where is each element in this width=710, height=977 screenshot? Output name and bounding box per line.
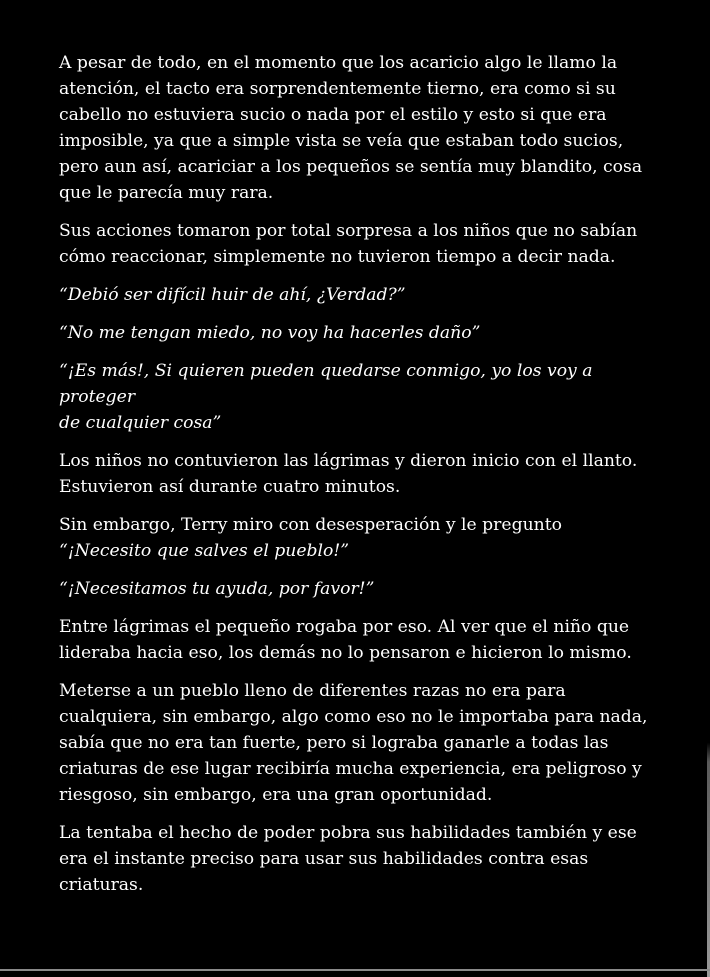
document-body <box>59 50 659 910</box>
paragraph-4-dialogue: “¡Necesito que salves el pueblo!” <box>59 541 350 561</box>
paragraph-5: Entre lágrimas el pequeño rogaba por eso. Al ver que el niño que lideraba hacia eso, los demás no lo pensaron e hicieron lo mismo. <box>59 617 632 663</box>
paragraph-2: Sus acciones tomaron por total sorpresa a los niños que no sabían cómo reaccionar, simplemente no tuvieron tiempo a decir nada. <box>59 221 638 267</box>
paragraph-6: Meterse a un pueblo lleno de diferentes razas no era para cualquiera, sin embargo, algo como eso no le importaba para nada, sabía que no era tan fuerte, pero si lograba ganarle a todas las criaturas de ese lugar recibiría mucha experiencia, era peligroso y riesgoso, sin embargo, era una gran oportunidad. <box>59 681 648 805</box>
page-bottom-border <box>0 969 710 971</box>
paragraph-1: A pesar de todo, en el momento que los acaricio algo le llamo la atención, el tacto era sorprendentemente tierno, era como si su cabello no estuviera sucio o nada por el estilo y esto si que era imposible, ya que a simple vista se veía que estaban todo sucios, pero aun así, acariciar a los pequeños se sentía muy blandito, cosa que le parecía muy rara. <box>59 53 643 203</box>
paragraph-7: La tentaba el hecho de poder pobra sus habilidades también y ese era el instante preciso para usar sus habilidades contra esas criaturas. <box>59 823 637 895</box>
dialogue-1: “Debió ser difícil huir de ahí, ¿Verdad?” <box>59 285 406 305</box>
paragraph-3: Los niños no contuvieron las lágrimas y dieron inicio con el llanto. Estuvieron así durante cuatro minutos. <box>59 451 638 497</box>
dialogue-4: “¡Necesitamos tu ayuda, por favor!” <box>59 579 375 599</box>
dialogue-3: “¡Es más!, Si quieren pueden quedarse conmigo, yo los voy a proteger de cualquier cosa” <box>59 361 593 433</box>
paragraph-4-narration: Sin embargo, Terry miro con desesperación y le pregunto <box>59 515 562 535</box>
paragraph-4 <box>59 512 659 564</box>
dialogue-2: “No me tengan miedo, no voy ha hacerles daño” <box>59 323 481 343</box>
